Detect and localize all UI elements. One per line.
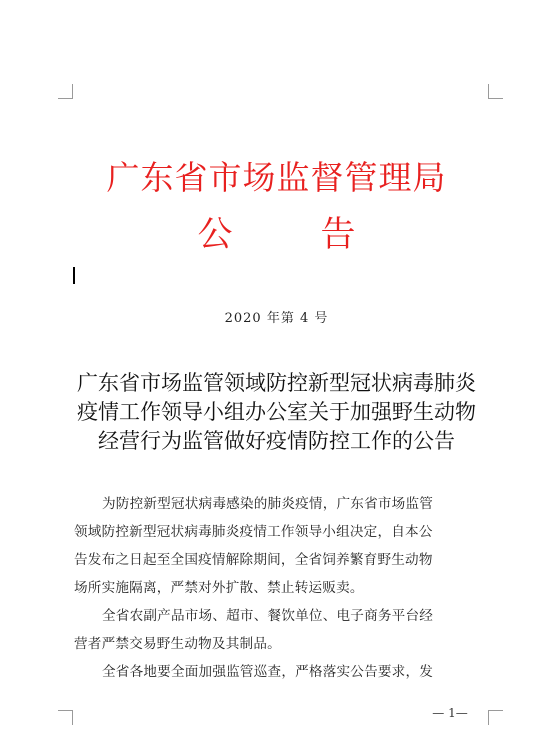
crop-mark-top-right	[488, 84, 503, 99]
body-line: 领域防控新型冠状病毒肺炎疫情工作领导小组决定，自本公	[74, 524, 433, 540]
crop-mark-bottom-left	[58, 710, 73, 725]
document-title-line: 疫情工作领导小组办公室关于加强野生动物	[77, 400, 476, 424]
body-line: 告发布之日起至全国疫情解除期间，全省饲养繁育野生动物	[74, 552, 433, 568]
notice-heading	[0, 212, 553, 258]
text-cursor[interactable]	[73, 267, 75, 284]
document-title-line: 广东省市场监管领域防控新型冠状病毒肺炎	[77, 371, 476, 395]
document-number: 2020 年第 4 号	[224, 311, 329, 326]
notice-heading-char-2: 告	[320, 215, 356, 255]
crop-mark-top-left	[58, 84, 73, 99]
body-line: 为防控新型冠状病毒感染的肺炎疫情，广东省市场监管	[102, 496, 434, 512]
document-title-line: 经营行为监管做好疫情防控工作的公告	[98, 429, 455, 453]
body-line: 全省农副产品市场、超市、餐饮单位、电子商务平台经	[102, 608, 434, 624]
crop-mark-bottom-right	[488, 710, 503, 725]
page-number: — 1—	[432, 706, 468, 720]
body-line: 营者严禁交易野生动物及其制品。	[74, 636, 281, 652]
issuing-organization: 广东省市场监督管理局	[106, 158, 447, 197]
notice-heading-char-1: 公	[197, 215, 233, 255]
document-title	[60, 369, 493, 456]
document-body	[74, 490, 486, 686]
body-line: 全省各地要全面加强监管巡查，严格落实公告要求，发	[102, 664, 434, 680]
body-line: 场所实施隔离，严禁对外扩散、禁止转运贩卖。	[74, 580, 364, 596]
